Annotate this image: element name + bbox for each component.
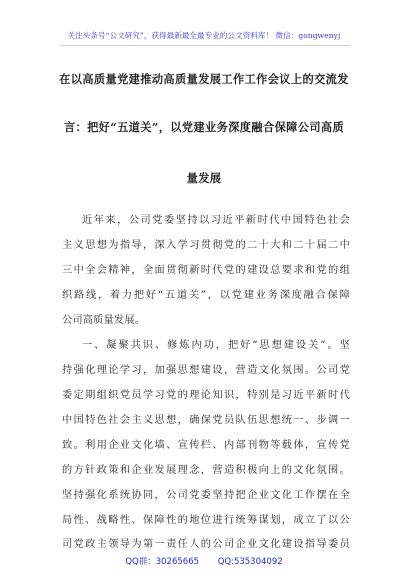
- body-line: 委定期组织党员学习党的理论知识，特别是习近平新时代: [62, 390, 350, 401]
- header-note: 关注头条号“公文研究”，获得最新最全最专业的公文资料库！ 微信：gongwenyj: [67, 31, 341, 40]
- body-line: 持强化理论学习，加强思想建设，营造文化氛围。公司党: [62, 365, 350, 376]
- header-divider: [60, 45, 350, 46]
- document-title-line-1: 在以高质量党建推动高质量发展工作工作会议上的交流发: [59, 72, 349, 86]
- document-title-line-3: 量发展: [186, 171, 222, 185]
- body-line: 致。利用企业文化墙、宣传栏、内部刊物等载体，宣传党: [62, 440, 350, 451]
- body-line: 织路线，着力把好“五道关”，以党建业务深度融合保障: [62, 290, 350, 301]
- body-line: 主义思想为指导，深入学习贯彻党的二十大和二十届二中: [62, 240, 350, 251]
- document-title-line-2: 言：把好“五道关”，以党建业务深度融合保障公司高质: [63, 120, 345, 134]
- body-line: 公司高质量发展。: [62, 315, 146, 326]
- body-line: 三中全会精神，全面贯彻新时代党的建设总要求和党的组: [62, 265, 350, 276]
- body-line: 坚持强化系统协同，公司党委坚持把企业文化工作摆在全: [62, 490, 350, 501]
- body-line: 近年来，公司党委坚持以习近平新时代中国特色社会: [82, 215, 350, 226]
- body-line: 的方针政策和企业发展理念，营造积极向上的文化氛围。: [62, 465, 350, 476]
- footer-qq-number: QQ:535304092: [217, 557, 283, 567]
- body-line: 中国特色社会主义思想，确保党员队伍思想统一、步调一: [62, 415, 350, 426]
- body-line: 一、凝聚共识、修炼内功，把好“思想建设关”。坚: [82, 340, 350, 351]
- footer-qq-group: QQ群：30265665: [125, 557, 200, 567]
- footer-contact: [0, 555, 408, 567]
- body-line: 局性、战略性、保障性的地位进行统筹谋划，成立了以公: [62, 515, 350, 526]
- body-line: 司党政主领导为第一责任人的公司企业文化建设指导委员: [62, 539, 350, 550]
